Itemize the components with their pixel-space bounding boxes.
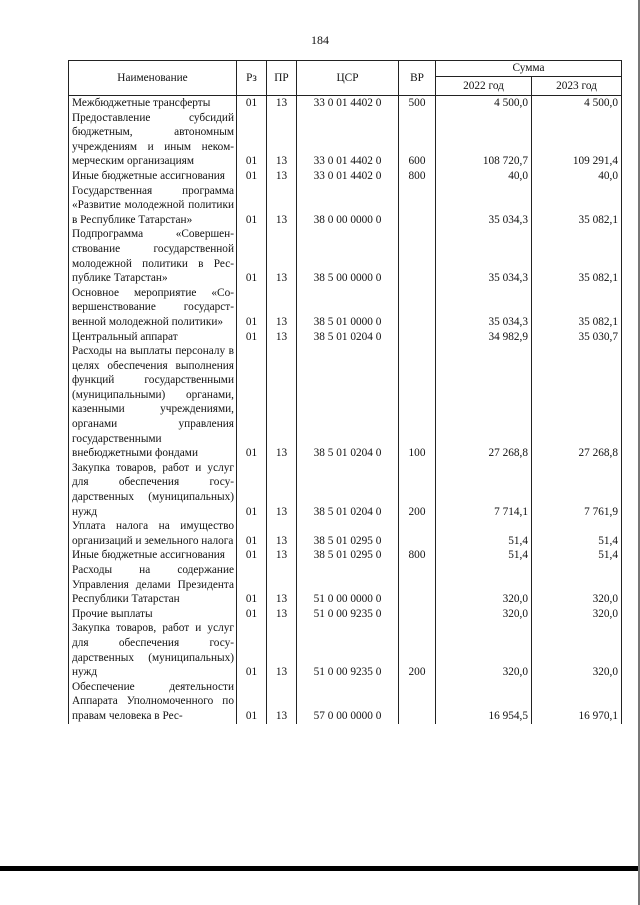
cell-y2023: 7 761,9	[532, 461, 622, 519]
cell-pr: 13	[267, 461, 297, 519]
cell-y2023: 27 268,8	[532, 344, 622, 461]
table-row	[69, 330, 622, 345]
cell-rz: 01	[237, 563, 267, 607]
cell-name: Подпрограмма «Совершенствование государственной молодежной политики в Республике Татарстан»	[69, 227, 237, 285]
cell-y2023: 320,0	[532, 563, 622, 607]
cell-rz: 01	[237, 607, 267, 622]
table-row	[69, 461, 622, 519]
header-vr: ВР	[399, 61, 436, 96]
cell-rz: 01	[237, 184, 267, 228]
cell-vr	[399, 563, 436, 607]
cell-name: Межбюджетные трансферты	[69, 96, 237, 111]
cell-pr: 13	[267, 563, 297, 607]
cell-y2022: 320,0	[436, 607, 532, 622]
cell-csr: 51 0 00 9235 0	[297, 607, 399, 622]
cell-vr	[399, 680, 436, 724]
cell-y2022: 7 714,1	[436, 461, 532, 519]
cell-pr: 13	[267, 184, 297, 228]
cell-y2022: 51,4	[436, 519, 532, 548]
cell-rz: 01	[237, 330, 267, 345]
cell-csr: 38 5 01 0204 0	[297, 461, 399, 519]
cell-name: Основное мероприятие «Совершенствование государственной молодежной политики»	[69, 286, 237, 330]
header-name: Наименование	[69, 61, 237, 96]
cell-y2023: 51,4	[532, 519, 622, 548]
cell-y2022: 27 268,8	[436, 344, 532, 461]
cell-y2023: 16 970,1	[532, 680, 622, 724]
cell-csr: 33 0 01 4402 0	[297, 96, 399, 111]
header-csr: ЦСР	[297, 61, 399, 96]
cell-csr: 33 0 01 4402 0	[297, 111, 399, 169]
cell-vr: 600	[399, 111, 436, 169]
cell-y2022: 35 034,3	[436, 227, 532, 285]
budget-table	[68, 60, 622, 724]
cell-y2023: 35 030,7	[532, 330, 622, 345]
cell-csr: 38 0 00 0000 0	[297, 184, 399, 228]
cell-csr: 38 5 01 0204 0	[297, 344, 399, 461]
cell-rz: 01	[237, 344, 267, 461]
table-row	[69, 96, 622, 111]
cell-rz: 01	[237, 621, 267, 679]
cell-name: Обеспечение деятельности Аппарата Уполномоченного по правам человека в Рес-	[69, 680, 237, 724]
cell-name: Центральный аппарат	[69, 330, 237, 345]
cell-y2023: 35 082,1	[532, 227, 622, 285]
cell-rz: 01	[237, 227, 267, 285]
cell-pr: 13	[267, 111, 297, 169]
cell-y2023: 40,0	[532, 169, 622, 184]
cell-vr: 100	[399, 344, 436, 461]
cell-name: Уплата налога на имущество организаций и земельного налога	[69, 519, 237, 548]
cell-csr: 38 5 01 0000 0	[297, 286, 399, 330]
cell-vr	[399, 519, 436, 548]
bottom-scan-bar	[0, 866, 640, 871]
cell-y2022: 320,0	[436, 563, 532, 607]
table-row	[69, 344, 622, 461]
header-pr: ПР	[267, 61, 297, 96]
table-row	[69, 563, 622, 607]
table-row	[69, 607, 622, 622]
cell-csr: 51 0 00 0000 0	[297, 563, 399, 607]
table-row	[69, 286, 622, 330]
cell-y2023: 320,0	[532, 621, 622, 679]
cell-pr: 13	[267, 680, 297, 724]
table-row	[69, 111, 622, 169]
cell-name: Закупка товаров, работ и услуг для обеспечения государственных (муниципальных) нужд	[69, 461, 237, 519]
cell-vr	[399, 184, 436, 228]
cell-pr: 13	[267, 519, 297, 548]
cell-rz: 01	[237, 111, 267, 169]
cell-pr: 13	[267, 286, 297, 330]
cell-csr: 38 5 01 0204 0	[297, 330, 399, 345]
cell-pr: 13	[267, 548, 297, 563]
cell-csr: 33 0 01 4402 0	[297, 169, 399, 184]
cell-pr: 13	[267, 330, 297, 345]
table-body	[69, 96, 622, 724]
table-row	[69, 169, 622, 184]
cell-pr: 13	[267, 227, 297, 285]
header-year-2022: 2022 год	[436, 77, 532, 96]
cell-y2023: 51,4	[532, 548, 622, 563]
cell-vr	[399, 330, 436, 345]
cell-y2022: 35 034,3	[436, 286, 532, 330]
cell-name: Предоставление субсидий бюджетным, автономным учреждениям и иным некоммерческим организациям	[69, 111, 237, 169]
cell-rz: 01	[237, 461, 267, 519]
cell-vr	[399, 227, 436, 285]
cell-vr: 800	[399, 169, 436, 184]
cell-rz: 01	[237, 680, 267, 724]
cell-y2022: 40,0	[436, 169, 532, 184]
cell-name: Расходы на содержание Управления делами Президента Республики Татарстан	[69, 563, 237, 607]
cell-y2022: 34 982,9	[436, 330, 532, 345]
cell-y2023: 4 500,0	[532, 96, 622, 111]
cell-y2022: 4 500,0	[436, 96, 532, 111]
cell-vr: 200	[399, 461, 436, 519]
cell-vr: 200	[399, 621, 436, 679]
table-row	[69, 519, 622, 548]
header-rz: Рз	[237, 61, 267, 96]
table-row	[69, 227, 622, 285]
cell-pr: 13	[267, 169, 297, 184]
cell-pr: 13	[267, 96, 297, 111]
cell-rz: 01	[237, 169, 267, 184]
cell-y2022: 108 720,7	[436, 111, 532, 169]
cell-pr: 13	[267, 607, 297, 622]
header-year-2023: 2023 год	[532, 77, 622, 96]
cell-y2022: 35 034,3	[436, 184, 532, 228]
cell-csr: 38 5 01 0295 0	[297, 548, 399, 563]
cell-rz: 01	[237, 519, 267, 548]
cell-y2022: 51,4	[436, 548, 532, 563]
cell-y2023: 109 291,4	[532, 111, 622, 169]
cell-y2023: 35 082,1	[532, 184, 622, 228]
cell-name: Иные бюджетные ассигнования	[69, 548, 237, 563]
cell-vr: 800	[399, 548, 436, 563]
cell-y2022: 320,0	[436, 621, 532, 679]
cell-vr: 500	[399, 96, 436, 111]
header-sum: Сумма	[436, 61, 622, 77]
cell-csr: 57 0 00 0000 0	[297, 680, 399, 724]
page-number: 184	[311, 33, 329, 47]
cell-y2023: 35 082,1	[532, 286, 622, 330]
cell-name: Расходы на выплаты персоналу в целях обеспечения выполнения функций государственными (муниципальными) органами, казенными учреждениями, органами управления государственными внебюджетными фондами	[69, 344, 237, 461]
table-row	[69, 184, 622, 228]
cell-vr	[399, 607, 436, 622]
cell-name: Прочие выплаты	[69, 607, 237, 622]
cell-y2023: 320,0	[532, 607, 622, 622]
table-row	[69, 680, 622, 724]
table-row	[69, 621, 622, 679]
cell-csr: 38 5 01 0295 0	[297, 519, 399, 548]
cell-name: Закупка товаров, работ и услуг для обеспечения государственных (муниципальных) нужд	[69, 621, 237, 679]
cell-csr: 38 5 00 0000 0	[297, 227, 399, 285]
cell-name: Государственная программа «Развитие молодежной политики в Республике Татарстан»	[69, 184, 237, 228]
cell-rz: 01	[237, 96, 267, 111]
cell-rz: 01	[237, 548, 267, 563]
cell-name: Иные бюджетные ассигнования	[69, 169, 237, 184]
cell-y2022: 16 954,5	[436, 680, 532, 724]
cell-pr: 13	[267, 621, 297, 679]
cell-csr: 51 0 00 9235 0	[297, 621, 399, 679]
cell-rz: 01	[237, 286, 267, 330]
table-row	[69, 548, 622, 563]
cell-vr	[399, 286, 436, 330]
cell-pr: 13	[267, 344, 297, 461]
